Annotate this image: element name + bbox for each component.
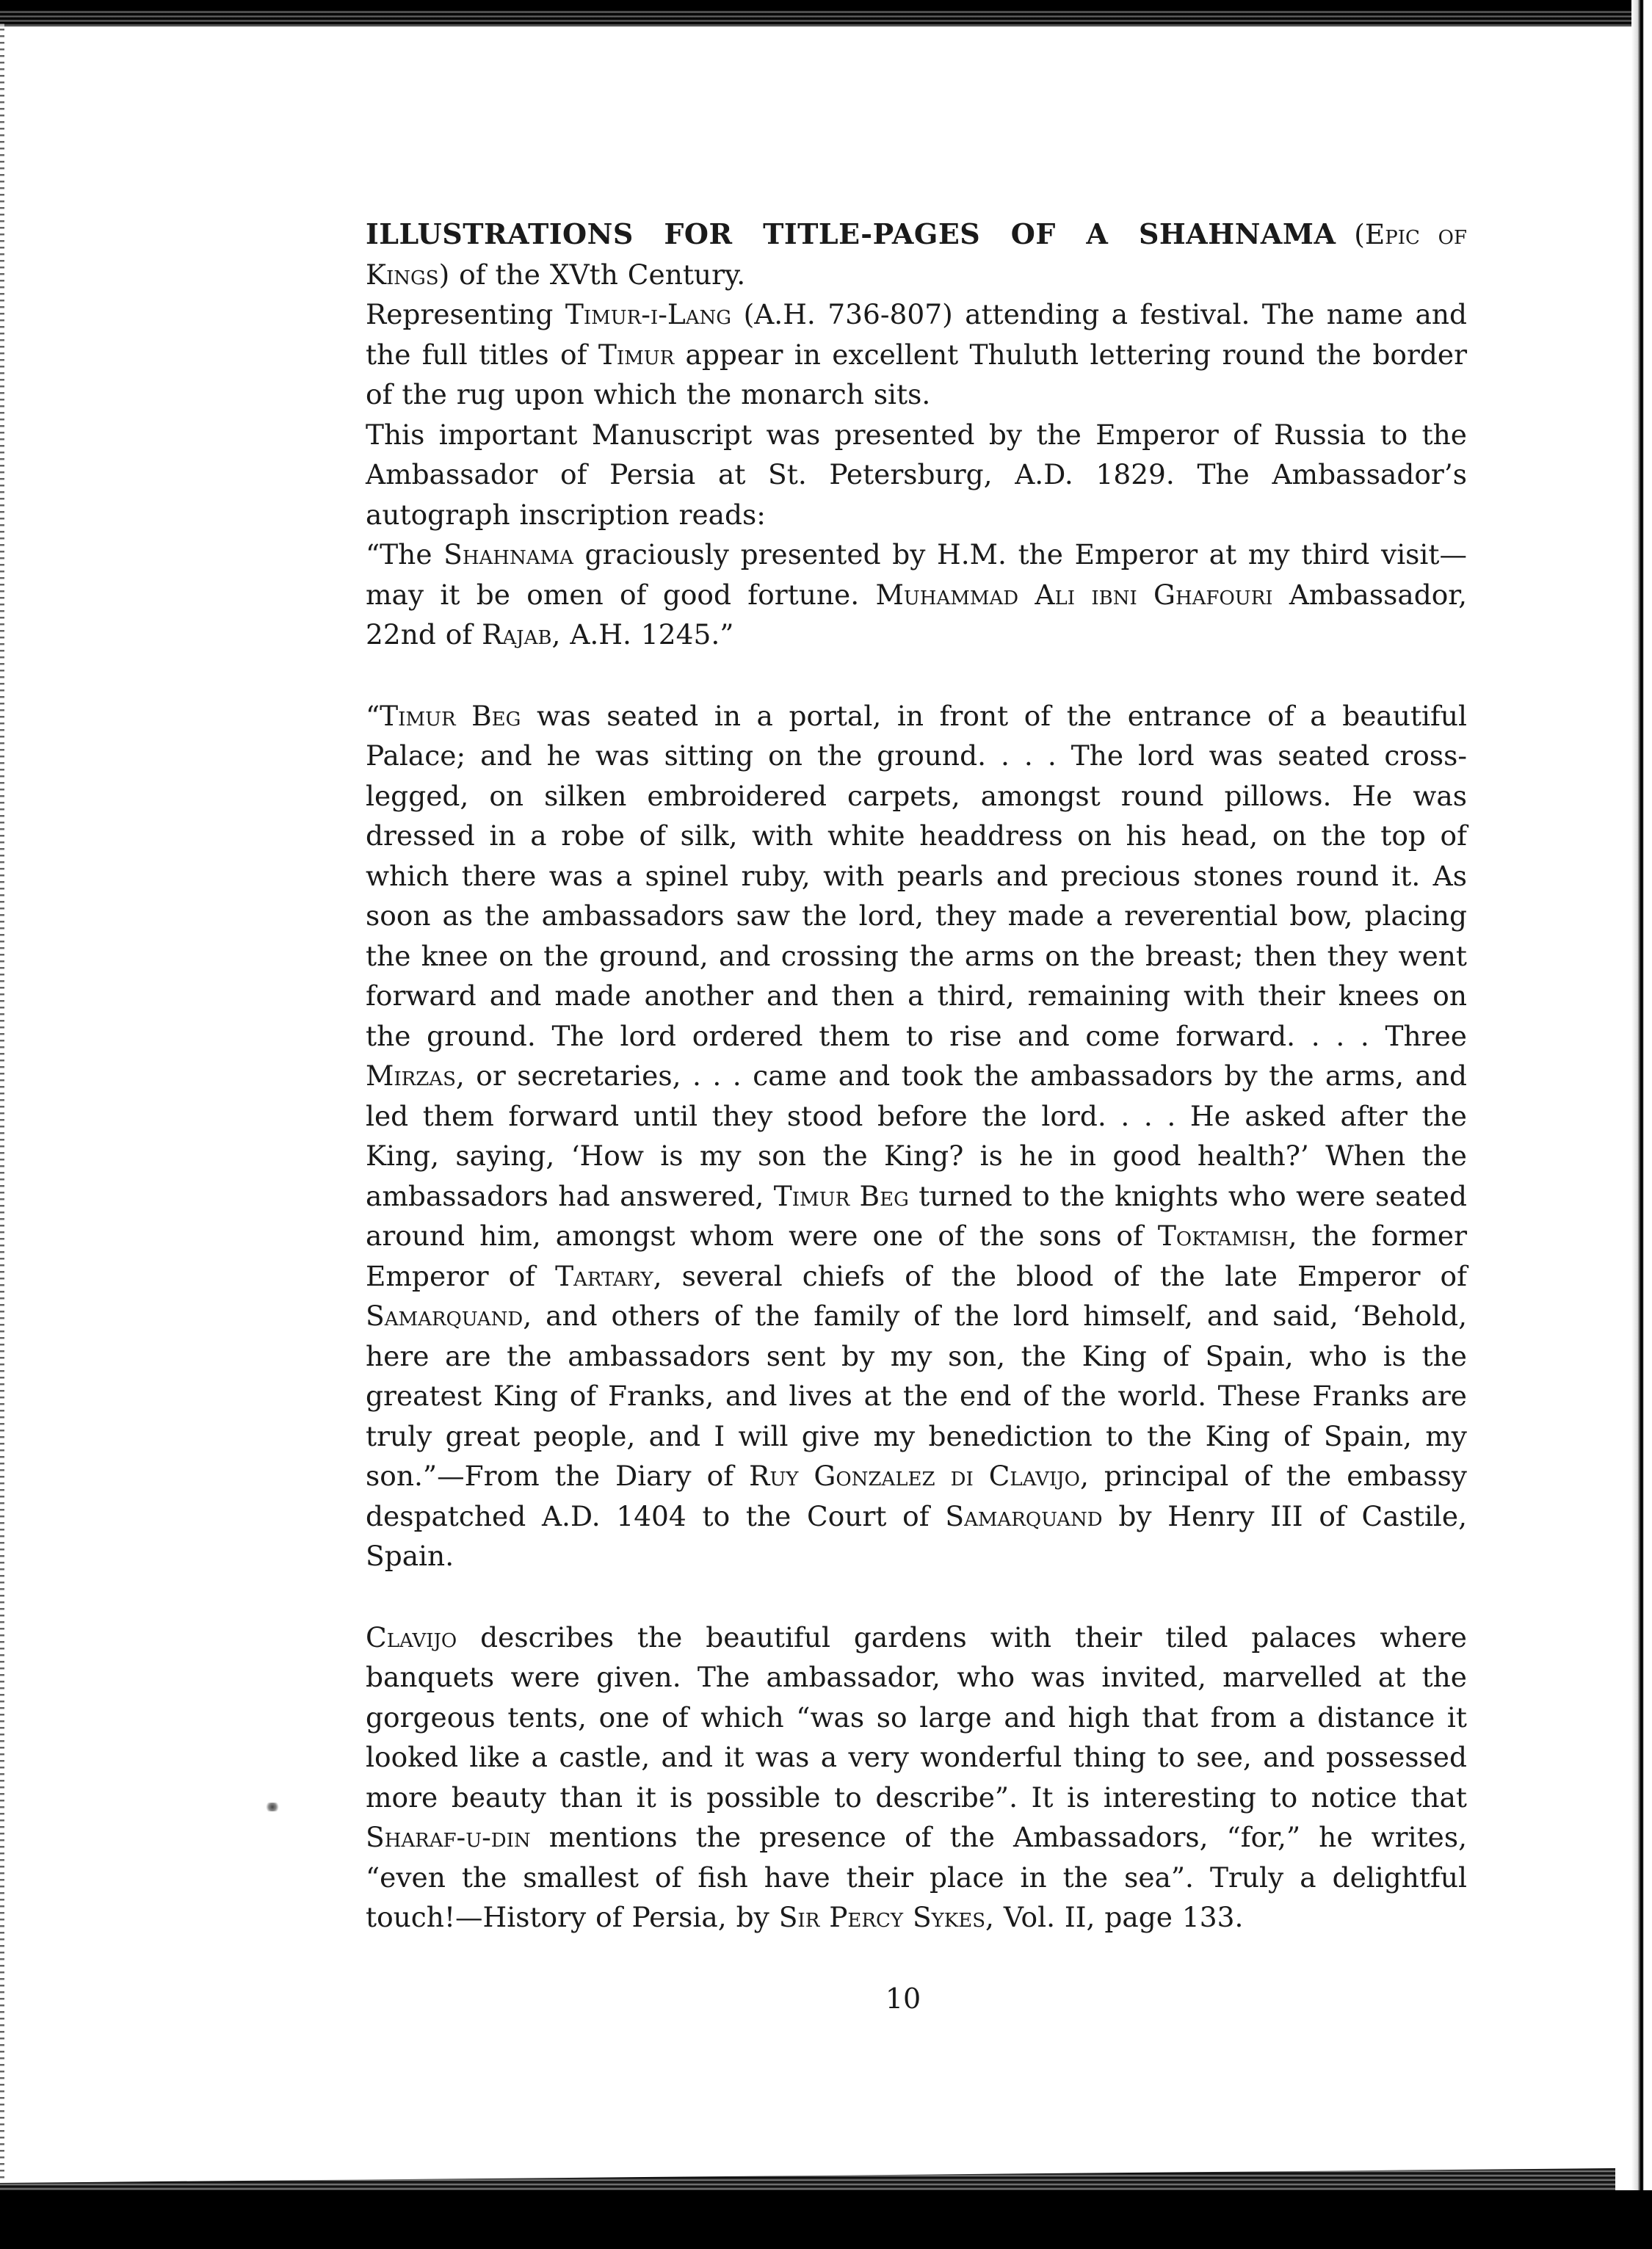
small-caps-name: Samarquand — [366, 1300, 524, 1332]
text-run: , several chiefs of the blood of the late Emperor of — [653, 1259, 1468, 1292]
small-caps-name: Toktamish — [1157, 1220, 1289, 1252]
heading-paragraph — [366, 214, 1467, 294]
text-run: , principal of the embassy despatched A.D. 1404 to the Court of — [366, 1460, 1467, 1532]
text-run: , and others of the family of the lord himself, and said, ‘Behold, here are the ambassadors sent by my son, the King of Spain, who is the greatest King of Franks, and lives at the end of the world. These Franks are truly great people, and I will give my benediction to the King of Spain, my son.”—From the Diary of — [366, 1300, 1467, 1492]
intro-paragraph-representing — [366, 294, 1467, 415]
heading-subtitle: Epic of Kings — [366, 218, 1467, 291]
intro-paragraph-manuscript — [366, 415, 1467, 535]
small-caps-name: Timur-i-Lang — [565, 298, 732, 330]
text-run: Representing — [366, 298, 565, 330]
small-caps-name: Mirzas — [366, 1060, 456, 1092]
heading-paren-open: ( — [1336, 218, 1365, 250]
page-body — [366, 214, 1467, 1938]
scan-edge-left — [0, 22, 4, 2188]
small-caps-name: Timur Beg — [380, 699, 521, 732]
small-caps-name: Sir Percy Sykes — [778, 1901, 986, 1933]
intro-paragraph-inscription — [366, 535, 1467, 655]
text-run: was seated in a portal, in front of the entrance of a beautiful Palace; and he was sitting on the ground. . . . The lord was seated cross-legged, on silken embroidered carpets, amongst round pillows. He was dressed in a robe of silk, with white headdress on his head, on the top of which there was a spinel ruby, with pearls and precious stones round it. As soon as the ambassadors saw the lord, they made a reverential bow, placing the knee on the ground, and crossing the arms on the breast; then they went forward and made another and then a third, remaining with their knees on the ground. The lord ordered them to rise and come forward. . . . Three — [366, 699, 1468, 1052]
text-run: describes the beautiful gardens with their tiled palaces where banquets were given. The ambassador, who was invited, marvelled at the gorgeous tents, one of which “was so large and high that from a distance it looked like a castle, and it was a very wonderful thing to see, and possessed more beauty than it is possible to describe”. It is interesting to notice that — [366, 1620, 1467, 1814]
small-caps-name: Samarquand — [945, 1499, 1103, 1532]
text-run: , A.H. 1245.” — [551, 618, 734, 651]
text-run: , Vol. II, page 133. — [985, 1901, 1244, 1933]
text-run: (A.H. 736-807) attending a festival. The name and the full titles of — [366, 298, 1468, 371]
clavijo-quote-paragraph — [366, 696, 1467, 1576]
small-caps-name: Timur Beg — [773, 1179, 909, 1212]
text-run: , or secretaries, . . . came and took the ambassadors by the arms, and led them forward until they stood before the lord. . . . He asked after the King, saying, ‘How is my son the King? is he in good health?’ When the ambassadors had answered, — [366, 1060, 1467, 1212]
heading-century: ) of the XVth Century. — [438, 258, 746, 291]
ink-speck — [264, 1803, 280, 1811]
page-number: 10 — [885, 1982, 921, 2015]
text-run: graciously presented by H.M. the Emperor at my third visit—may it be omen of good fortune. — [366, 538, 1467, 611]
small-caps-name: Ruy Gonzalez di Clavijo — [749, 1460, 1080, 1492]
text-run: by Henry III of Castile, Spain. — [366, 1499, 1467, 1572]
small-caps-name: Clavijo — [366, 1620, 457, 1654]
text-run: “ — [366, 699, 380, 732]
section-gap — [366, 1576, 1467, 1618]
small-caps-name: Shahnama — [443, 538, 573, 571]
scan-edge-right — [1631, 0, 1652, 2249]
closing-paragraph — [366, 1618, 1467, 1938]
text-run: This important Manuscript was presented by the Emperor of Russia to the Ambassador of Persia at St. Petersburg, A.D. 1829. The Ambassador’s autograph inscription reads: — [366, 418, 1467, 531]
small-caps-name: Timur — [598, 338, 675, 371]
text-run: appear in excellent Thuluth lettering round the border of the rug upon which the monarch sits. — [366, 338, 1467, 410]
section-gap — [366, 655, 1467, 696]
small-caps-name: Tartary — [555, 1259, 653, 1292]
scan-edge-bottom — [0, 2190, 1652, 2249]
text-run: mentions the presence of the Ambassadors, “for,” he writes, “even the smallest of fish have their place in the sea”. Truly a delightful touch!—History of Persia, by — [366, 1821, 1467, 1933]
text-run: , the former Emperor of — [366, 1220, 1468, 1292]
small-caps-name: Muhammad Ali ibni Ghafouri — [875, 578, 1273, 611]
text-run: turned to the knights who were seated around him, amongst whom were one of the sons of — [366, 1179, 1467, 1252]
text-run: “The — [366, 538, 444, 571]
text-run: Ambassador, 22nd of — [366, 578, 1468, 651]
small-caps-name: Sharaf-u-din — [366, 1821, 531, 1853]
heading-title: ILLUSTRATIONS FOR TITLE-PAGES OF A SHAHNAMA — [366, 217, 1336, 250]
scan-edge-top-shadow — [0, 0, 1652, 10]
small-caps-name: Rajab — [482, 618, 552, 651]
